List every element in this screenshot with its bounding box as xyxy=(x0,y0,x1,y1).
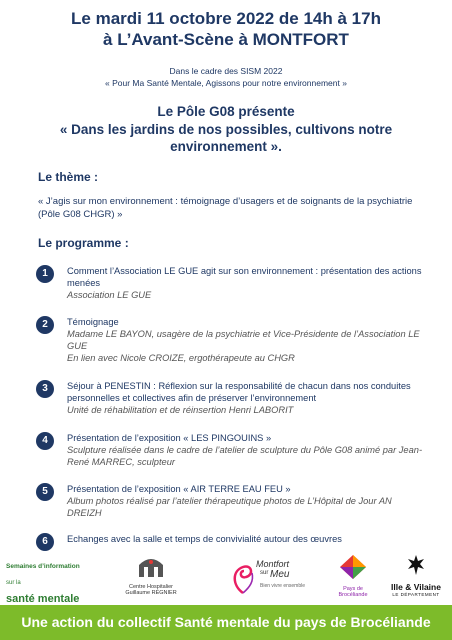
frame-line-1: Dans le cadre des SISM 2022 xyxy=(169,66,283,76)
pays-broceliande-logo xyxy=(328,553,378,603)
chgr-logo-line-1: Centre Hospitalier xyxy=(128,584,174,590)
sism-logo-line-2: sur la xyxy=(6,580,21,586)
sism-logo-line-1: Semaines d’information xyxy=(6,563,80,570)
partner-logos xyxy=(0,553,452,605)
event-place: à L’Avant-Scène à MONTFORT xyxy=(103,30,349,49)
pays-logo-line-1: Pays de xyxy=(343,586,363,592)
item-number-badge: 3 xyxy=(36,380,54,398)
item-number-badge: 6 xyxy=(36,533,54,551)
montfort-logo xyxy=(230,553,310,603)
montfort-logo-line-1: Montfort xyxy=(256,559,290,569)
programme-heading: Le programme : xyxy=(38,236,129,250)
item-number-badge: 2 xyxy=(36,316,54,334)
item-title: Présentation de l’exposition « AIR TERRE EAU FEU » xyxy=(67,484,291,494)
sism-logo xyxy=(6,553,90,603)
item-number-badge: 1 xyxy=(36,265,54,283)
presentation-line-1: Le Pôle G08 présente xyxy=(157,104,295,119)
item-title: Comment l’Association LE GUE agit sur son environnement : présentation des actions menées xyxy=(67,266,422,288)
ille-logo-line-2: LE DÉPARTEMENT xyxy=(392,592,440,597)
theme-text: « J’agis sur mon environnement : témoignage d’usagers et de soignants de la psychiatrie (Pôle G08 CHGR) » xyxy=(38,196,413,220)
montfort-logo-line-3: Meu xyxy=(270,569,290,580)
item-title: Séjour à PENESTIN : Réflexion sur la responsabilité de chacun dans nos conduites personnelles et collectives afin de préserver l’environnement xyxy=(67,381,411,403)
item-subtitle: Madame LE BAYON, usagère de la psychiatrie et Vice-Présidente de l’Association LE GUE xyxy=(67,329,420,351)
ille-et-vilaine-logo xyxy=(384,553,448,603)
presentation-line-2: « Dans les jardins de nos possibles, cultivons notre environnement ». xyxy=(59,122,393,154)
sism-logo-line-3: santé mentale xyxy=(6,593,80,605)
item-subtitle: Unité de réhabilitation et de réinsertion Henri LABORIT xyxy=(67,405,294,415)
chgr-logo xyxy=(118,553,184,603)
swirl-icon xyxy=(230,557,256,597)
building-icon xyxy=(136,553,166,579)
ille-logo-line-1: Ille & Vilaine xyxy=(391,582,441,592)
pays-logo-line-2: Brocéliande xyxy=(338,592,368,598)
item-subtitle: Album photos réalisé par l’atelier thérapeutique photos de L’Hôpital de Jour AN DREIZH xyxy=(67,496,392,518)
item-subtitle: Association LE GUE xyxy=(67,290,152,300)
footer-banner: Une action du collectif Santé mentale du pays de Brocéliande xyxy=(0,605,452,640)
montfort-logo-line-4: Bien vivre ensemble xyxy=(260,583,306,589)
chgr-logo-line-2: Guillaume RÉGNIER xyxy=(125,590,177,596)
item-number-badge: 5 xyxy=(36,483,54,501)
leaf-icon xyxy=(338,553,368,581)
event-date: Le mardi 11 octobre 2022 de 14h à 17h xyxy=(71,9,381,28)
item-title: Témoignage xyxy=(67,317,119,327)
item-number-badge: 4 xyxy=(36,432,54,450)
item-subtitle-2: En lien avec Nicole CROIZE, ergothérapeute au CHGR xyxy=(67,353,295,363)
theme-heading: Le thème : xyxy=(38,170,99,184)
item-subtitle: Sculpture réalisée dans le cadre de l’atelier de sculpture du Pôle G08 animé par Jean-René MARREC, sculpteur xyxy=(67,445,423,467)
frame-line-2: « Pour Ma Santé Mentale, Agissons pour notre environnement » xyxy=(105,78,347,88)
item-title: Présentation de l’exposition « LES PINGOUINS » xyxy=(67,433,272,443)
montfort-logo-line-2: sur xyxy=(260,570,269,576)
ermine-icon xyxy=(405,553,427,577)
item-title: Echanges avec la salle et temps de convivialité autour des œuvres xyxy=(67,534,342,544)
